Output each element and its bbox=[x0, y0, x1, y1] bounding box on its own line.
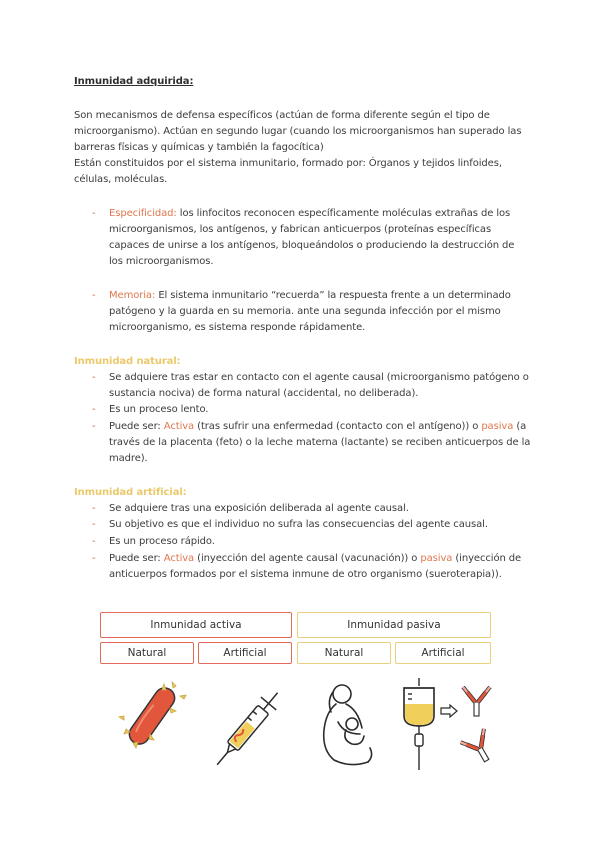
intro-line: células, moléculas. bbox=[74, 174, 168, 185]
memoria-line: Memoria: El sistema inmunitario “recuerda” la respuesta frente a un determinado bbox=[109, 290, 511, 301]
activa-box: Inmunidad activa bbox=[100, 612, 292, 638]
intro-line: microorganismo). Actúan en segundo lugar (cuando los microorganismos han superado las bbox=[74, 126, 522, 137]
natural-puede-line: través de la placenta (feto) o la leche materna (lactante) se reciben anticuerpos de la bbox=[109, 437, 531, 448]
bullet-dash: - bbox=[92, 503, 96, 514]
pasiva-term: pasiva bbox=[481, 421, 514, 432]
activa-artificial-box: Artificial bbox=[198, 642, 292, 664]
activa-term: Activa bbox=[163, 421, 195, 432]
bacteria-icon bbox=[112, 676, 192, 756]
bullet-dash: - bbox=[92, 519, 96, 530]
bullet-dash: - bbox=[92, 372, 96, 383]
activa-term: Activa bbox=[163, 553, 195, 564]
bullet-dash: - bbox=[92, 421, 96, 432]
pasiva-artificial-box: Artificial bbox=[395, 642, 491, 664]
artificial-heading: Inmunidad artificial: bbox=[74, 487, 187, 498]
artificial-puede-line: anticuerpos formados por el sistema inmune de otro organismo (sueroterapia)). bbox=[109, 569, 502, 580]
artificial-puede-line: Puede ser: Activa (inyección del agente causal (vacunación)) o pasiva (inyección de bbox=[109, 553, 522, 564]
artificial-item-line: Es un proceso rápido. bbox=[109, 536, 215, 547]
pasiva-box: Inmunidad pasiva bbox=[297, 612, 491, 638]
antibody-icon bbox=[454, 678, 502, 770]
intro-line: Son mecanismos de defensa específicos (actúan de forma diferente según el tipo de bbox=[74, 110, 490, 121]
natural-item-line: sustancia nociva) de forma natural (accidental, no deliberada). bbox=[109, 388, 419, 399]
iv-bag-icon bbox=[398, 676, 440, 772]
bullet-dash: - bbox=[92, 553, 96, 564]
especificidad-line: capaces de unirse a los antígenos, bloqueándolos o produciendo la destrucción de bbox=[109, 240, 515, 251]
memoria-line: patógeno y la guarda en su memoria. ante una segunda infección por el mismo bbox=[109, 306, 501, 317]
syringe-icon bbox=[208, 680, 288, 776]
pasiva-term: pasiva bbox=[420, 553, 453, 564]
intro-line: Están constituidos por el sistema inmunitario, formado por: Órganos y tejidos linfoides, bbox=[74, 158, 502, 169]
natural-puede-line: madre). bbox=[109, 453, 148, 464]
especificidad-line: los microorganismos. bbox=[109, 256, 214, 267]
natural-heading: Inmunidad natural: bbox=[74, 356, 181, 367]
activa-natural-box: Natural bbox=[100, 642, 194, 664]
artificial-item-line: Se adquiere tras una exposición deliberada al agente causal. bbox=[109, 503, 409, 514]
bullet-dash: - bbox=[92, 404, 96, 415]
bullet-dash: - bbox=[92, 290, 96, 301]
bullet-dash: - bbox=[92, 536, 96, 547]
natural-puede-line: Puede ser: Activa (tras sufrir una enfermedad (contacto con el antígeno)) o pasiva (a bbox=[109, 421, 527, 432]
artificial-item-line: Su objetivo es que el individuo no sufra las consecuencias del agente causal. bbox=[109, 519, 488, 530]
natural-item-line: Es un proceso lento. bbox=[109, 404, 209, 415]
natural-item-line: Se adquiere tras estar en contacto con el agente causal (microorganismo patógeno o bbox=[109, 372, 529, 383]
mother-baby-icon bbox=[316, 678, 378, 770]
intro-line: barreras físicas y químicas y también la fagocítica) bbox=[74, 142, 324, 153]
bullet-dash: - bbox=[92, 208, 96, 219]
pasiva-natural-box: Natural bbox=[297, 642, 391, 664]
especificidad-line: Especificidad: los linfocitos reconocen específicamente moléculas extrañas de los bbox=[109, 208, 511, 219]
especificidad-line: microorganismos, los antígenos, y fabrican anticuerpos (proteínas específicas bbox=[109, 224, 492, 235]
page-title: Inmunidad adquirida: bbox=[74, 76, 194, 87]
memoria-line: microorganismo, es sistema responde rápidamente. bbox=[109, 322, 366, 333]
especificidad-term: Especificidad: bbox=[109, 208, 177, 219]
memoria-term: Memoria: bbox=[109, 290, 156, 301]
